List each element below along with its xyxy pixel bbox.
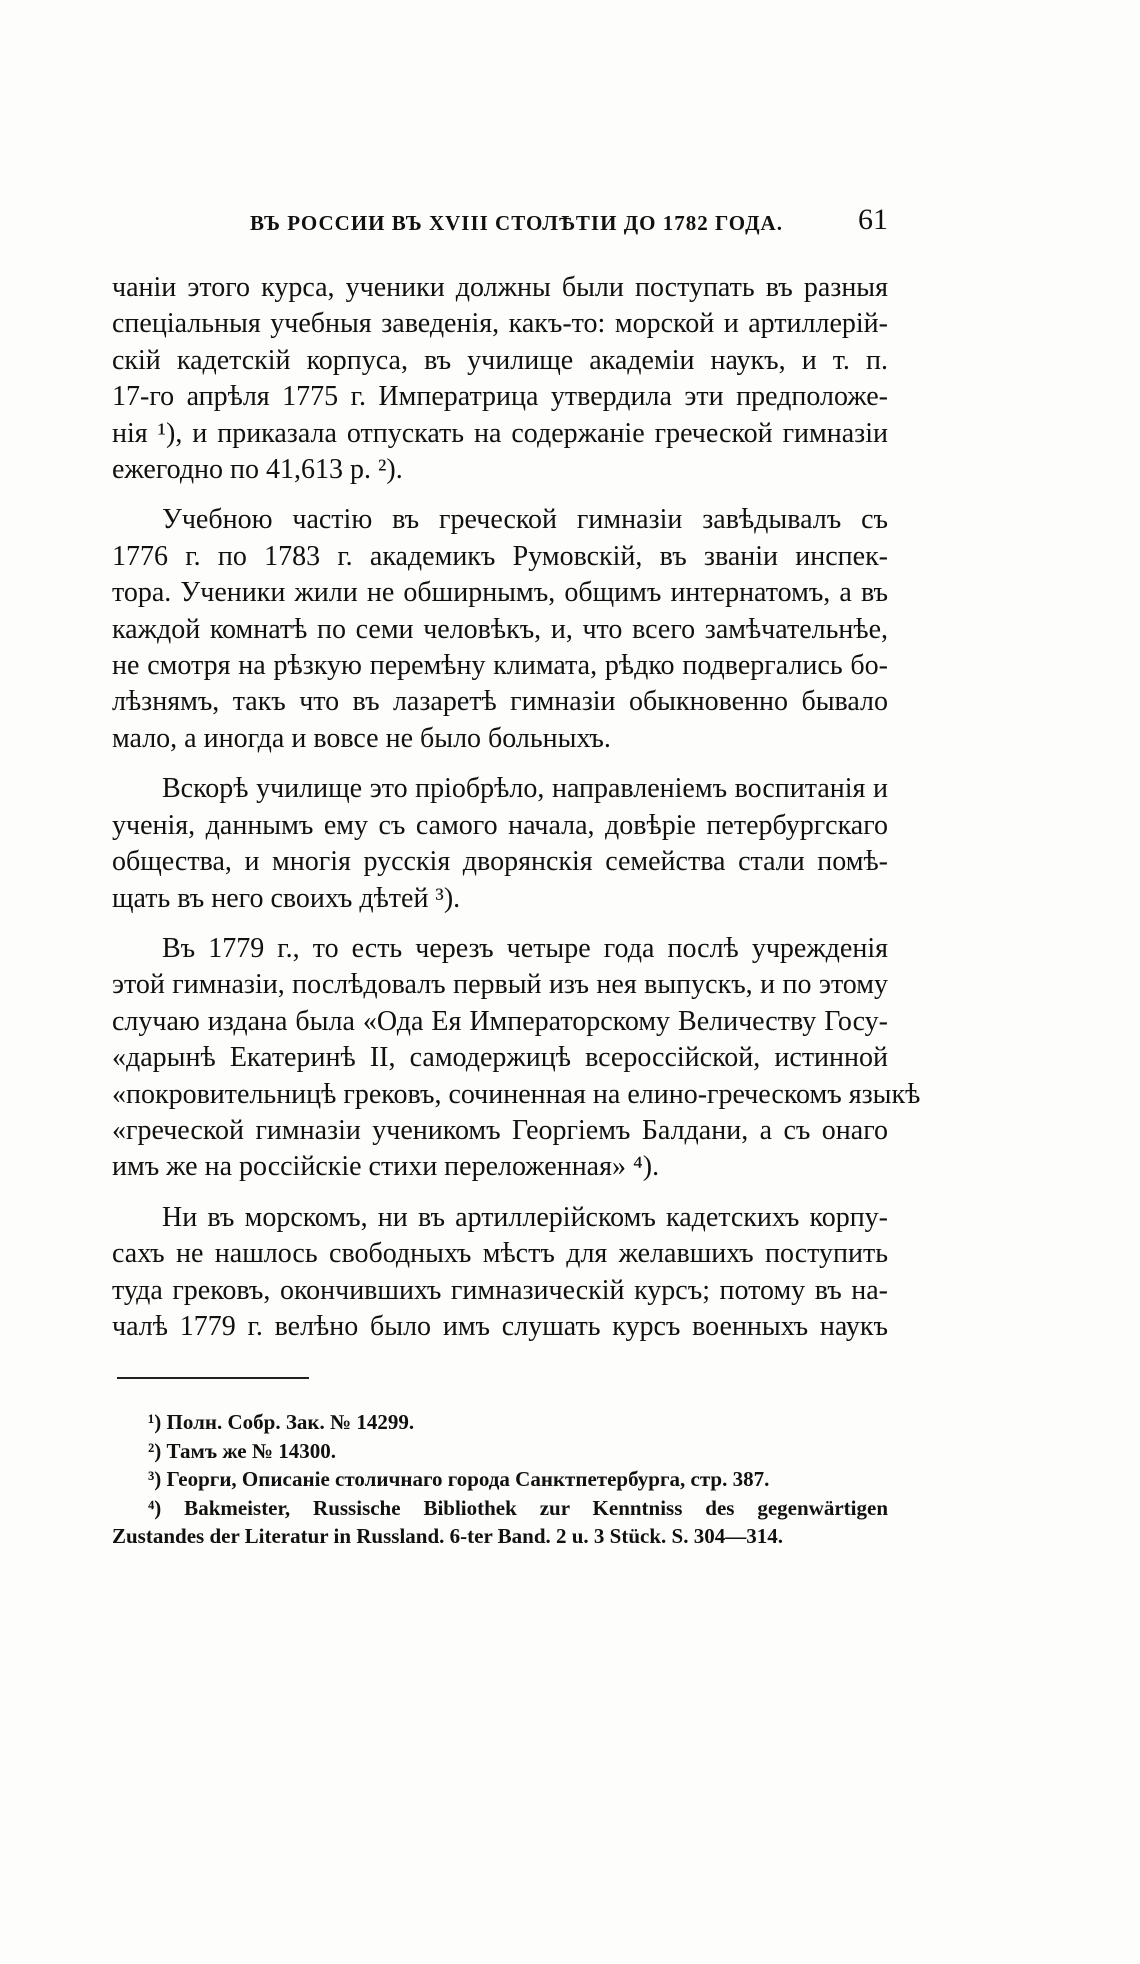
text-line: чаніи этого курса, ученики должны были поступать въ разныя — [112, 272, 888, 303]
text-line: спеціальныя учебныя заведенія, какъ-то: морской и артиллерій- — [112, 308, 888, 340]
running-title: ВЪ РОССИИ ВЪ XVIII СТОЛѢТІИ ДО 1782 ГОДА. — [250, 211, 783, 235]
footnote-divider — [117, 1377, 309, 1379]
text-line: Вскорѣ училище это пріобрѣло, направленіемъ воспитанія и — [162, 773, 888, 805]
text-line: сахъ не нашлось свободныхъ мѣстъ для желавшихъ поступить — [112, 1238, 888, 1270]
main-text — [112, 270, 921, 1345]
text-line: туда грековъ, окончившихъ гимназическій курсъ; потому въ на- — [112, 1274, 888, 1306]
text-line: общества, и многія русскія дворянскія семейства стали помѣ- — [112, 846, 888, 878]
footnote-4: ⁴) Bakmeister, Russische Bibliothek zur Kenntniss des gegenwärtigen — [148, 1495, 888, 1520]
text-line: ежегодно по 41,613 р. ²). — [112, 454, 403, 486]
text-line: щать въ него своихъ дѣтей ³). — [112, 882, 461, 914]
text-line: чалѣ 1779 г. велѣно было имъ слушать курсъ военныхъ наукъ — [112, 1310, 888, 1342]
paragraph-3 — [112, 771, 888, 917]
text-line: имъ же на россійскіе стихи переложенная» ⁴). — [112, 1151, 660, 1183]
paragraph-4 — [112, 931, 921, 1186]
footnote-3: ³) Георги, Описаніе столичнаго города Санктпетербурга, стр. 387. — [148, 1467, 770, 1492]
text-line: «покровительницѣ грековъ, сочиненная на елино-греческомъ языкѣ — [112, 1078, 921, 1110]
text-line: случаю издана была «Ода Ея Императорскому Величеству Госу- — [112, 1005, 888, 1037]
text-line: мало, а иногда и вовсе не было больныхъ. — [112, 722, 611, 754]
paragraph-1 — [112, 270, 888, 488]
text-line: ученія, даннымъ ему съ самого начала, довѣріе петербургскаго — [112, 809, 888, 841]
text-line: каждой комнатѣ по семи человѣкъ, и, что всего замѣчательнѣе, — [112, 613, 888, 645]
text-line: 17-го апрѣля 1775 г. Императрица утвердила эти предположе- — [112, 381, 888, 413]
page-number: 61 — [858, 203, 888, 236]
paragraph-5 — [112, 1200, 888, 1346]
text-line: нія ¹), и приказала отпускать на содержаніе греческой гимназіи — [112, 417, 888, 449]
footnotes — [112, 1408, 888, 1551]
text-line: тора. Ученики жили не обширнымъ, общимъ интернатомъ, а въ — [112, 577, 888, 609]
running-head — [112, 203, 888, 243]
text-line: «греческой гимназіи ученикомъ Георгіемъ Балдани, а съ онаго — [112, 1114, 888, 1146]
text-line: скій кадетскій корпуса, въ училище академіи наукъ, и т. п. — [112, 344, 888, 376]
footnote-1: ¹) Полн. Собр. Зак. № 14299. — [148, 1410, 415, 1434]
text-line: не смотря на рѣзкую перемѣну климата, рѣдко подвергались бо- — [112, 650, 888, 682]
text-line: этой гимназіи, послѣдовалъ первый изъ нея выпускъ, и по этому — [112, 969, 888, 1001]
text-line: Учебною частію въ греческой гимназіи завѣдывалъ съ — [162, 504, 888, 536]
text-line: Ни въ морскомъ, ни въ артиллерійскомъ кадетскихъ корпу- — [162, 1201, 888, 1233]
text-line: 1776 г. по 1783 г. академикъ Румовскій, въ званіи инспек- — [112, 540, 888, 572]
text-line: лѣзнямъ, такъ что въ лазаретѣ гимназіи обыкновенно бывало — [112, 686, 888, 718]
text-line: «дарынѣ Екатеринѣ II, самодержицѣ всероссійской, истинной — [112, 1042, 888, 1074]
paragraph-2 — [112, 502, 888, 757]
footnote-2: ²) Тамъ же № 14300. — [148, 1438, 336, 1463]
footnote-4-continuation: Zustandes der Literatur in Russland. 6-ter Band. 2 u. 3 Stück. S. 304—314. — [112, 1524, 783, 1549]
text-line: Въ 1779 г., то есть черезъ четыре года послѣ учрежденія — [162, 932, 888, 964]
